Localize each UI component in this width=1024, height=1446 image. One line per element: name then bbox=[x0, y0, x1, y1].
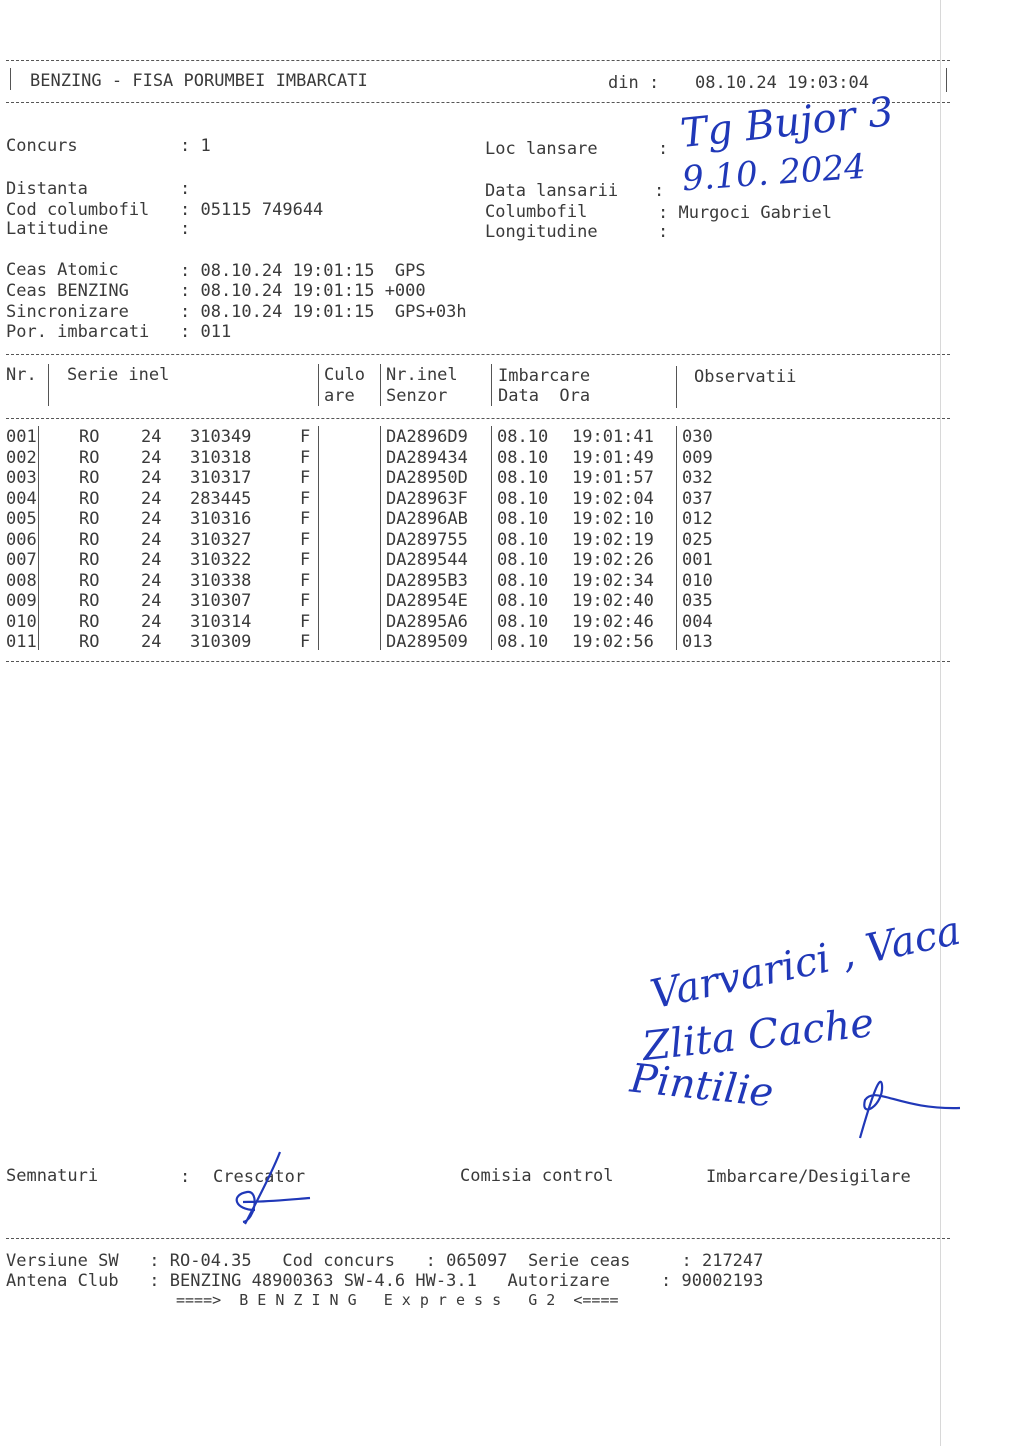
row-date: 08.10 bbox=[497, 591, 549, 611]
comisia-control-label: Comisia control bbox=[460, 1166, 614, 1186]
row-nr: 011 bbox=[6, 632, 37, 652]
row-obs: 025 bbox=[682, 529, 713, 550]
concurs-label: Concurs bbox=[6, 136, 78, 156]
row-year: 24 bbox=[141, 611, 162, 632]
semnaturi-label: Semnaturi bbox=[6, 1166, 99, 1186]
row-sex: F bbox=[300, 509, 311, 529]
row-sensor: DA2895B3 bbox=[386, 570, 468, 591]
row-sex: F bbox=[300, 591, 311, 611]
por-imbarcati-label: Por. imbarcati bbox=[6, 322, 150, 342]
row-nr: 005 bbox=[6, 509, 37, 529]
row-ring: 310317 bbox=[190, 468, 252, 488]
row-country: RO bbox=[79, 591, 100, 611]
data-lansarii-value: : bbox=[654, 181, 665, 201]
table-row bbox=[0, 571, 940, 591]
row-obs: 012 bbox=[682, 509, 713, 529]
header-sep-culoare bbox=[380, 364, 381, 406]
row-date: 08.10 bbox=[497, 550, 549, 570]
table-row bbox=[0, 530, 940, 550]
row-country: RO bbox=[79, 488, 100, 509]
row-sex: F bbox=[300, 447, 311, 468]
row-sensor: DA289509 bbox=[386, 632, 468, 652]
sincronizare-value: : 08.10.24 19:01:15 GPS+03h bbox=[180, 302, 467, 322]
data-lansarii-label: Data lansarii bbox=[485, 181, 619, 201]
row-nr: 004 bbox=[6, 488, 37, 509]
row-obs: 009 bbox=[682, 447, 713, 468]
row-year: 24 bbox=[141, 632, 162, 652]
row-sensor: DA28954E bbox=[386, 591, 468, 611]
signature-scribble-icon bbox=[820, 1030, 970, 1140]
crescator-signature-icon bbox=[225, 1150, 315, 1230]
row-sensor: DA28950D bbox=[386, 468, 468, 488]
row-ring: 310316 bbox=[190, 509, 252, 529]
row-time: 19:02:56 bbox=[572, 632, 654, 652]
row-sensor: DA2895A6 bbox=[386, 611, 468, 632]
row-date: 08.10 bbox=[497, 427, 549, 447]
row-sensor: DA289434 bbox=[386, 447, 468, 468]
report-title: BENZING - FISA PORUMBEI IMBARCATI bbox=[30, 71, 368, 91]
row-ring: 310338 bbox=[190, 570, 252, 591]
col-header-imbarcare-2: Data Ora bbox=[498, 386, 591, 406]
col-header-imbarcare-1: Imbarcare bbox=[498, 366, 591, 386]
row-ring: 283445 bbox=[190, 488, 252, 509]
row-time: 19:02:46 bbox=[572, 611, 654, 632]
col-header-senzor-2: Senzor bbox=[386, 386, 448, 406]
page-edge-line bbox=[940, 0, 941, 1446]
sincronizare-label: Sincronizare bbox=[6, 302, 129, 322]
table-row bbox=[0, 632, 940, 652]
row-ring: 310309 bbox=[190, 632, 252, 652]
row-time: 19:02:34 bbox=[572, 570, 654, 591]
table-header-rule bbox=[6, 418, 950, 419]
header-sep-nr bbox=[48, 364, 49, 406]
row-time: 19:01:41 bbox=[572, 427, 654, 447]
row-ring: 310318 bbox=[190, 447, 252, 468]
row-country: RO bbox=[79, 611, 100, 632]
row-obs: 013 bbox=[682, 632, 713, 652]
row-nr: 003 bbox=[6, 468, 37, 488]
row-obs: 010 bbox=[682, 570, 713, 591]
header-sep-serie bbox=[318, 364, 319, 406]
row-country: RO bbox=[79, 468, 100, 488]
col-header-serie: Serie inel bbox=[67, 365, 170, 385]
row-sensor: DA289544 bbox=[386, 550, 468, 570]
table-row bbox=[0, 612, 940, 632]
row-country: RO bbox=[79, 509, 100, 529]
distanta-label: Distanta bbox=[6, 179, 88, 199]
loc-lansare-value: : bbox=[658, 139, 669, 159]
row-year: 24 bbox=[141, 427, 162, 447]
row-nr: 006 bbox=[6, 529, 37, 550]
longitudine-value: : bbox=[658, 222, 669, 242]
crescator-label: Crescator bbox=[213, 1167, 306, 1187]
col-header-senzor-1: Nr.inel bbox=[386, 365, 458, 385]
row-date: 08.10 bbox=[497, 570, 549, 591]
semnaturi-colon: : bbox=[180, 1167, 191, 1187]
row-ring: 310322 bbox=[190, 550, 252, 570]
row-sex: F bbox=[300, 529, 311, 550]
row-sensor: DA289755 bbox=[386, 529, 468, 550]
row-country: RO bbox=[79, 570, 100, 591]
col-header-culoare-2: are bbox=[324, 386, 355, 406]
row-sex: F bbox=[300, 550, 311, 570]
col-header-observatii: Observatii bbox=[694, 367, 797, 387]
ceas-atomic-value: : 08.10.24 19:01:15 GPS bbox=[180, 261, 426, 281]
distanta-value: : bbox=[180, 179, 191, 199]
row-date: 08.10 bbox=[497, 632, 549, 652]
table-row bbox=[0, 489, 940, 509]
longitudine-label: Longitudine bbox=[485, 222, 598, 242]
din-value: 08.10.24 19:03:04 bbox=[695, 73, 869, 93]
row-nr: 009 bbox=[6, 591, 37, 611]
col-header-culoare-1: Culo bbox=[324, 365, 365, 385]
header-sep-imbarcare bbox=[676, 366, 677, 408]
header-left-bar bbox=[10, 68, 11, 90]
table-row bbox=[0, 509, 940, 529]
cod-columbofil-label: Cod columbofil bbox=[6, 200, 150, 220]
din-label: din : bbox=[608, 73, 660, 93]
row-obs: 001 bbox=[682, 550, 713, 570]
row-country: RO bbox=[79, 447, 100, 468]
row-nr: 010 bbox=[6, 611, 37, 632]
row-obs: 030 bbox=[682, 427, 713, 447]
row-sex: F bbox=[300, 570, 311, 591]
table-row bbox=[0, 448, 940, 468]
row-year: 24 bbox=[141, 591, 162, 611]
handwritten-release-location: Tg Bujor 3 bbox=[678, 88, 896, 158]
latitudine-value: : bbox=[180, 219, 191, 239]
row-obs: 032 bbox=[682, 468, 713, 488]
cod-columbofil-value: : 05115 749644 bbox=[180, 200, 324, 220]
row-sensor: DA28963F bbox=[386, 488, 468, 509]
row-nr: 001 bbox=[6, 427, 37, 447]
table-row bbox=[0, 427, 940, 447]
handwritten-release-date: 9.10. 2024 bbox=[680, 146, 868, 200]
header-sep-senzor bbox=[491, 364, 492, 406]
table-row bbox=[0, 591, 940, 611]
header-top-rule bbox=[6, 60, 950, 61]
row-date: 08.10 bbox=[497, 509, 549, 529]
row-ring: 310349 bbox=[190, 427, 252, 447]
handwritten-signature-2: Zlita Cache bbox=[640, 999, 877, 1071]
handwritten-signature-3: Pintilie bbox=[627, 1055, 776, 1117]
row-time: 19:02:10 bbox=[572, 509, 654, 529]
row-sensor: DA2896AB bbox=[386, 509, 468, 529]
loc-lansare-label: Loc lansare bbox=[485, 139, 598, 159]
row-obs: 035 bbox=[682, 591, 713, 611]
row-country: RO bbox=[79, 427, 100, 447]
ceas-atomic-label: Ceas Atomic bbox=[6, 260, 119, 280]
row-year: 24 bbox=[141, 509, 162, 529]
ceas-benzing-value: : 08.10.24 19:01:15 +000 bbox=[180, 281, 426, 301]
row-date: 08.10 bbox=[497, 488, 549, 509]
row-year: 24 bbox=[141, 529, 162, 550]
row-sensor: DA2896D9 bbox=[386, 427, 468, 447]
row-country: RO bbox=[79, 529, 100, 550]
columbofil-label: Columbofil bbox=[485, 202, 588, 222]
row-ring: 310327 bbox=[190, 529, 252, 550]
row-time: 19:02:26 bbox=[572, 550, 654, 570]
por-imbarcati-value: : 011 bbox=[180, 322, 232, 342]
latitudine-label: Latitudine bbox=[6, 219, 109, 239]
table-row bbox=[0, 550, 940, 570]
row-date: 08.10 bbox=[497, 611, 549, 632]
row-nr: 002 bbox=[6, 447, 37, 468]
row-date: 08.10 bbox=[497, 447, 549, 468]
row-ring: 310314 bbox=[190, 611, 252, 632]
row-country: RO bbox=[79, 550, 100, 570]
row-date: 08.10 bbox=[497, 468, 549, 488]
imbarcare-desigilare-label: Imbarcare/Desigilare bbox=[706, 1167, 911, 1187]
row-country: RO bbox=[79, 632, 100, 652]
row-time: 19:01:57 bbox=[572, 468, 654, 488]
row-sex: F bbox=[300, 632, 311, 652]
row-sex: F bbox=[300, 488, 311, 509]
ceas-benzing-label: Ceas BENZING bbox=[6, 281, 129, 301]
columbofil-value: : Murgoci Gabriel bbox=[658, 203, 832, 223]
table-row bbox=[0, 468, 940, 488]
header-right-bar bbox=[946, 68, 947, 92]
row-year: 24 bbox=[141, 488, 162, 509]
row-date: 08.10 bbox=[497, 529, 549, 550]
row-obs: 004 bbox=[682, 611, 713, 632]
row-nr: 008 bbox=[6, 570, 37, 591]
table-bottom-rule bbox=[6, 661, 950, 662]
footer-banner: ====> B E N Z I N G E x p r e s s G 2 <==== bbox=[176, 1291, 619, 1309]
row-year: 24 bbox=[141, 447, 162, 468]
row-year: 24 bbox=[141, 570, 162, 591]
row-time: 19:02:04 bbox=[572, 488, 654, 509]
handwritten-signature-1: Varvarici , Vaca bbox=[646, 907, 965, 1019]
table-top-rule bbox=[6, 354, 950, 355]
footer-top-rule bbox=[6, 1238, 950, 1239]
row-time: 19:02:19 bbox=[572, 529, 654, 550]
row-time: 19:01:49 bbox=[572, 447, 654, 468]
row-ring: 310307 bbox=[190, 591, 252, 611]
row-year: 24 bbox=[141, 468, 162, 488]
row-year: 24 bbox=[141, 550, 162, 570]
row-sex: F bbox=[300, 611, 311, 632]
row-sex: F bbox=[300, 468, 311, 488]
concurs-value: : 1 bbox=[180, 136, 211, 156]
footer-line-1: Versiune SW : RO-04.35 Cod concurs : 065097 Serie ceas : 217247 bbox=[6, 1251, 764, 1271]
row-obs: 037 bbox=[682, 488, 713, 509]
row-sex: F bbox=[300, 427, 311, 447]
footer-line-2: Antena Club : BENZING 48900363 SW-4.6 HW-3.1 Autorizare : 90002193 bbox=[6, 1271, 764, 1291]
row-time: 19:02:40 bbox=[572, 591, 654, 611]
row-nr: 007 bbox=[6, 550, 37, 570]
col-header-nr: Nr. bbox=[6, 365, 37, 385]
